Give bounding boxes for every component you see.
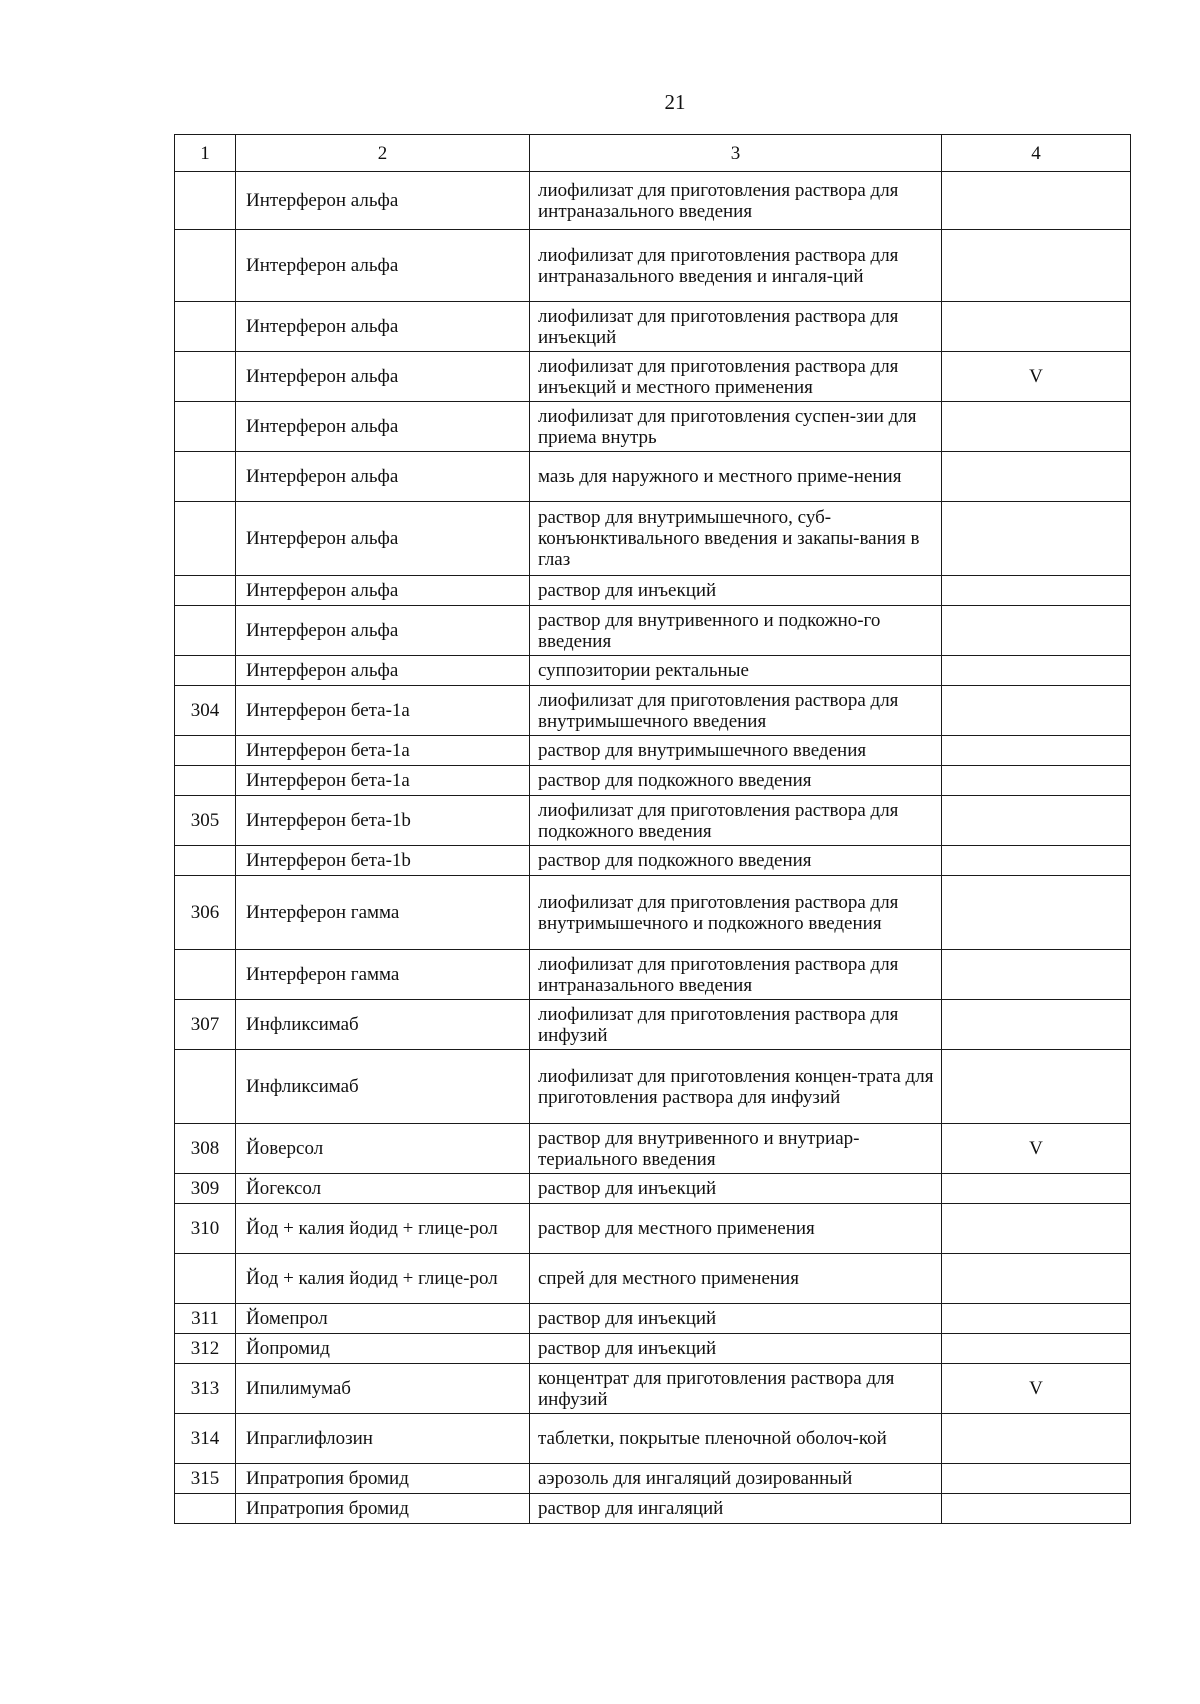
dosage-form: раствор для ингаляций [530,1494,942,1524]
row-number: 308 [175,1124,236,1174]
drug-name: Интерферон бета-1b [236,846,530,876]
dosage-form: лиофилизат для приготовления раствора для интраназального введения [530,172,942,230]
table-row [175,876,1131,950]
table-row [175,1000,1131,1050]
table-row [175,1414,1131,1464]
row-number [175,846,236,876]
column-header-1: 1 [175,135,236,172]
dosage-form: аэрозоль для ингаляций дозированный [530,1464,942,1494]
table-row [175,796,1131,846]
drug-name: Инфликсимаб [236,1000,530,1050]
drug-name: Интерферон альфа [236,302,530,352]
drug-name: Интерферон альфа [236,656,530,686]
column-header-4: 4 [942,135,1131,172]
row-number [175,402,236,452]
table-row [175,502,1131,576]
drug-name: Ипратропия бромид [236,1464,530,1494]
row-number [175,736,236,766]
drug-name: Йод + калия йодид + глице-рол [236,1204,530,1254]
row-number [175,606,236,656]
dosage-form: лиофилизат для приготовления раствора для инъекций [530,302,942,352]
row-number [175,766,236,796]
table-row [175,1334,1131,1364]
dosage-form: лиофилизат для приготовления раствора для внутримышечного введения [530,686,942,736]
dosage-form: концентрат для приготовления раствора для инфузий [530,1364,942,1414]
dosage-form: раствор для подкожного введения [530,846,942,876]
row-number [175,230,236,302]
drug-name: Интерферон бета-1b [236,796,530,846]
drug-name: Интерферон бета-1а [236,686,530,736]
dosage-form: раствор для местного применения [530,1204,942,1254]
row-number [175,1050,236,1124]
dosage-form: раствор для инъекций [530,576,942,606]
mark-cell [942,1000,1131,1050]
mark-cell [942,686,1131,736]
mark-cell [942,1304,1131,1334]
mark-cell [942,302,1131,352]
drug-name: Интерферон альфа [236,172,530,230]
dosage-form: лиофилизат для приготовления раствора для инъекций и местного применения [530,352,942,402]
page-number: 21 [664,90,686,114]
table-row [175,576,1131,606]
mark-cell [942,876,1131,950]
table-row [175,656,1131,686]
mark-cell [942,846,1131,876]
table-header-row [175,135,1131,172]
drug-name: Йогексол [236,1174,530,1204]
mark-cell [942,1050,1131,1124]
drug-name: Интерферон альфа [236,230,530,302]
drug-name: Интерферон альфа [236,576,530,606]
row-number [175,1494,236,1524]
mark-cell [942,230,1131,302]
mark-cell [942,1174,1131,1204]
row-number [175,576,236,606]
dosage-form: раствор для инъекций [530,1304,942,1334]
mark-cell [942,766,1131,796]
mark-cell [942,172,1131,230]
column-header-2: 2 [236,135,530,172]
drug-name: Интерферон гамма [236,950,530,1000]
table-row [175,1174,1131,1204]
mark-cell [942,656,1131,686]
row-number: 307 [175,1000,236,1050]
dosage-form: раствор для внутривенного и внутриар-териального введения [530,1124,942,1174]
dosage-form: раствор для инъекций [530,1334,942,1364]
dosage-form: лиофилизат для приготовления раствора для интраназального введения [530,950,942,1000]
drug-name: Интерферон бета-1а [236,736,530,766]
table-row [175,1304,1131,1334]
drug-name: Интерферон альфа [236,606,530,656]
table-row [175,452,1131,502]
row-number: 304 [175,686,236,736]
mark-cell [942,452,1131,502]
mark-cell [942,502,1131,576]
row-number: 312 [175,1334,236,1364]
drug-name: Йопромид [236,1334,530,1364]
table-row [175,846,1131,876]
row-number [175,172,236,230]
mark-cell [942,606,1131,656]
row-number: 313 [175,1364,236,1414]
row-number: 309 [175,1174,236,1204]
mark-cell: V [942,1364,1131,1414]
mark-cell [942,950,1131,1000]
table-row [175,1254,1131,1304]
dosage-form: раствор для внутримышечного, суб-конъюнктивального введения и закапы-вания в глаз [530,502,942,576]
dosage-form: таблетки, покрытые пленочной оболоч-кой [530,1414,942,1464]
mark-cell [942,796,1131,846]
row-number [175,502,236,576]
table-body [175,172,1131,1524]
dosage-form: лиофилизат для приготовления суспен-зии для приема внутрь [530,402,942,452]
mark-cell [942,1254,1131,1304]
mark-cell [942,402,1131,452]
drug-table [174,134,1131,1524]
table-row [175,1050,1131,1124]
table-row [175,230,1131,302]
row-number: 305 [175,796,236,846]
drug-name: Интерферон альфа [236,452,530,502]
mark-cell [942,576,1131,606]
drug-name: Йомепрол [236,1304,530,1334]
table-row [175,172,1131,230]
mark-cell [942,1334,1131,1364]
dosage-form: лиофилизат для приготовления раствора для инфузий [530,1000,942,1050]
drug-name: Интерферон альфа [236,352,530,402]
dosage-form: лиофилизат для приготовления раствора для подкожного введения [530,796,942,846]
dosage-form: раствор для подкожного введения [530,766,942,796]
mark-cell: V [942,352,1131,402]
drug-name: Инфликсимаб [236,1050,530,1124]
row-number: 315 [175,1464,236,1494]
drug-name: Йод + калия йодид + глице-рол [236,1254,530,1304]
drug-name: Йоверсол [236,1124,530,1174]
drug-name: Ипраглифлозин [236,1414,530,1464]
row-number: 311 [175,1304,236,1334]
dosage-form: раствор для внутримышечного введения [530,736,942,766]
mark-cell [942,736,1131,766]
mark-cell [942,1204,1131,1254]
column-header-3: 3 [530,135,942,172]
row-number [175,1254,236,1304]
table-row [175,1204,1131,1254]
table-row [175,686,1131,736]
row-number: 310 [175,1204,236,1254]
table-row [175,1494,1131,1524]
drug-name: Интерферон гамма [236,876,530,950]
drug-name: Интерферон альфа [236,502,530,576]
dosage-form: спрей для местного применения [530,1254,942,1304]
row-number: 314 [175,1414,236,1464]
table-row [175,766,1131,796]
row-number: 306 [175,876,236,950]
table-row [175,1364,1131,1414]
dosage-form: лиофилизат для приготовления раствора для внутримышечного и подкожного введения [530,876,942,950]
table-row [175,302,1131,352]
dosage-form: суппозитории ректальные [530,656,942,686]
drug-name: Интерферон бета-1а [236,766,530,796]
mark-cell: V [942,1124,1131,1174]
dosage-form: раствор для инъекций [530,1174,942,1204]
row-number [175,302,236,352]
drug-name: Ипилимумаб [236,1364,530,1414]
row-number [175,352,236,402]
table-row [175,950,1131,1000]
dosage-form: раствор для внутривенного и подкожно-го введения [530,606,942,656]
row-number [175,452,236,502]
mark-cell [942,1464,1131,1494]
table-row [175,1124,1131,1174]
dosage-form: мазь для наружного и местного приме-нения [530,452,942,502]
drug-name: Ипратропия бромид [236,1494,530,1524]
dosage-form: лиофилизат для приготовления концен-трата для приготовления раствора для инфузий [530,1050,942,1124]
table-row [175,736,1131,766]
mark-cell [942,1494,1131,1524]
row-number [175,656,236,686]
table-row [175,352,1131,402]
mark-cell [942,1414,1131,1464]
dosage-form: лиофилизат для приготовления раствора для интраназального введения и ингаля-ций [530,230,942,302]
table-row [175,1464,1131,1494]
drug-name: Интерферон альфа [236,402,530,452]
table-row [175,606,1131,656]
table-row [175,402,1131,452]
row-number [175,950,236,1000]
